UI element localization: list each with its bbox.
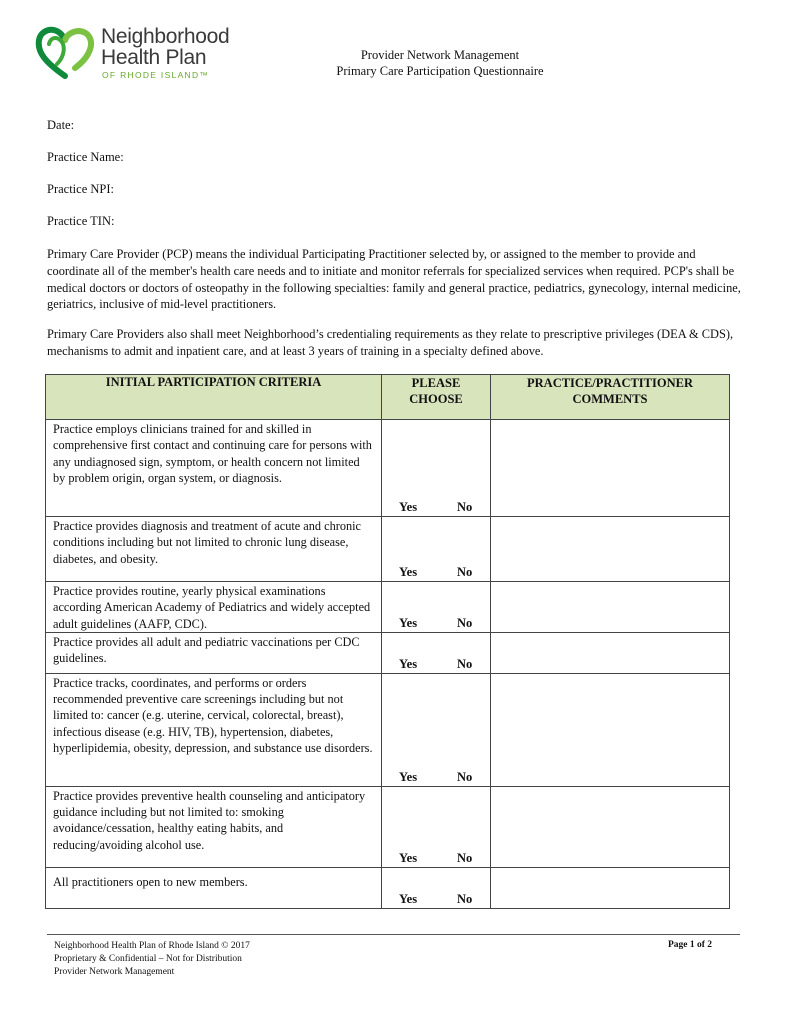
comment-cell[interactable] bbox=[491, 673, 730, 786]
table-row bbox=[46, 786, 730, 867]
table-row bbox=[46, 517, 730, 582]
comment-cell[interactable] bbox=[491, 867, 730, 908]
criteria-column-header: INITIAL PARTICIPATION CRITERIA bbox=[46, 375, 382, 420]
choice-cell bbox=[382, 632, 491, 673]
comments-column-header bbox=[491, 375, 730, 420]
yes-option[interactable]: Yes bbox=[399, 769, 418, 784]
criteria-table bbox=[45, 374, 730, 909]
no-option[interactable]: No bbox=[457, 615, 473, 630]
logo-text-line2: Health Plan bbox=[101, 46, 207, 69]
date-field: Date: bbox=[47, 118, 75, 132]
yes-option[interactable]: Yes bbox=[399, 850, 418, 865]
comment-cell[interactable] bbox=[491, 517, 730, 582]
header-department: Provider Network Management bbox=[360, 48, 520, 62]
yes-option[interactable]: Yes bbox=[399, 565, 418, 579]
table-header-row bbox=[46, 375, 730, 420]
choice-cell bbox=[382, 673, 491, 786]
criterion-text: Practice provides all adult and pediatric vaccinations per CDC guidelines. bbox=[46, 632, 382, 673]
practice-name-field: Practice Name: bbox=[47, 150, 124, 164]
footer-department: Provider Network Management bbox=[54, 967, 175, 977]
comment-cell[interactable] bbox=[491, 420, 730, 517]
comments-header-text: PRACTICE/PRACTITIONER COMMENTS bbox=[527, 376, 693, 406]
table-row bbox=[46, 673, 730, 786]
choice-cell bbox=[382, 420, 491, 517]
comment-cell[interactable] bbox=[491, 632, 730, 673]
practice-npi-field: Practice NPI: bbox=[47, 182, 114, 196]
pcp-definition-paragraph: Primary Care Provider (PCP) means the individual Participating Practitioner selected by, or assigned to the member to provide and coordinate all of the member's health care needs and to initiate and monitor referrals for specialized services when required. PCP's shall be medical doctors or doctors of osteopathy in the following specialties: family and general practice, pediatrics, gynecology, internal medicine, geriatrics, inclusive of mid-level practitioners. bbox=[47, 247, 741, 312]
footer-copyright: Neighborhood Health Plan of Rhode Island © 2017 bbox=[54, 941, 250, 951]
no-option[interactable]: No bbox=[457, 850, 473, 865]
table-row bbox=[46, 632, 730, 673]
yes-option[interactable]: Yes bbox=[399, 500, 418, 514]
comment-cell[interactable] bbox=[491, 582, 730, 633]
criterion-text: Practice tracks, coordinates, and performs or orders recommended preventive care screenings including but not limited to: cancer (e.g. uterine, cervical, colorectal, breast), infectious disease (e.g. HIV, TB), hypertension, diabetes, hyperlipidemia, obesity, depression, and substance use disorders. bbox=[46, 673, 382, 786]
no-option[interactable]: No bbox=[457, 565, 473, 579]
header-form-title: Primary Care Participation Questionnaire bbox=[336, 64, 544, 78]
no-option[interactable]: No bbox=[457, 656, 473, 671]
no-option[interactable]: No bbox=[457, 891, 473, 906]
yes-option[interactable]: Yes bbox=[399, 656, 418, 671]
footer-divider bbox=[47, 934, 740, 935]
table-row bbox=[46, 867, 730, 908]
criterion-text: Practice provides routine, yearly physical examinations according American Academy of Pediatrics and widely accepted adult guidelines (AAFP, CDC). bbox=[46, 582, 382, 633]
choose-header-text: PLEASE CHOOSE bbox=[409, 376, 463, 406]
table-row bbox=[46, 420, 730, 517]
page-number: Page 1 of 2 bbox=[668, 940, 713, 950]
footer-confidential: Proprietary & Confidential – Not for Distribution bbox=[54, 954, 242, 964]
criterion-text: Practice employs clinicians trained for and skilled in comprehensive first contact and continuing care for persons with any undiagnosed sign, symptom, or health concern not limited by problem origin, organ system, or diagnosis. bbox=[46, 420, 382, 517]
logo-text-line1: Neighborhood bbox=[101, 25, 230, 48]
choice-cell bbox=[382, 582, 491, 633]
table-row bbox=[46, 582, 730, 633]
choose-column-header bbox=[382, 375, 491, 420]
logo-text-line3: OF RHODE ISLAND™ bbox=[102, 70, 210, 80]
no-option[interactable]: No bbox=[457, 769, 473, 784]
company-logo bbox=[35, 24, 250, 84]
comment-cell[interactable] bbox=[491, 786, 730, 867]
criterion-text: All practitioners open to new members. bbox=[46, 867, 382, 908]
criterion-text: Practice provides diagnosis and treatment of acute and chronic conditions including but not limited to chronic lung disease, diabetes, and obesity. bbox=[46, 517, 382, 582]
choice-cell bbox=[382, 867, 491, 908]
yes-option[interactable]: Yes bbox=[399, 891, 418, 906]
logo-heart-icon bbox=[35, 24, 97, 80]
choice-cell bbox=[382, 517, 491, 582]
credentialing-paragraph: Primary Care Providers also shall meet Neighborhood’s credentialing requirements as they relate to prescriptive privileges (DEA & CDS), mechanisms to admit and inpatient care, and at least 3 years of training in a specialty defined above. bbox=[47, 327, 734, 358]
no-option[interactable]: No bbox=[457, 500, 473, 514]
yes-option[interactable]: Yes bbox=[399, 615, 418, 630]
choice-cell bbox=[382, 786, 491, 867]
criterion-text: Practice provides preventive health counseling and anticipatory guidance including but not limited to: smoking avoidance/cessation, healthy eating habits, and reducing/avoiding alcohol use. bbox=[46, 786, 382, 867]
practice-tin-field: Practice TIN: bbox=[47, 214, 115, 228]
